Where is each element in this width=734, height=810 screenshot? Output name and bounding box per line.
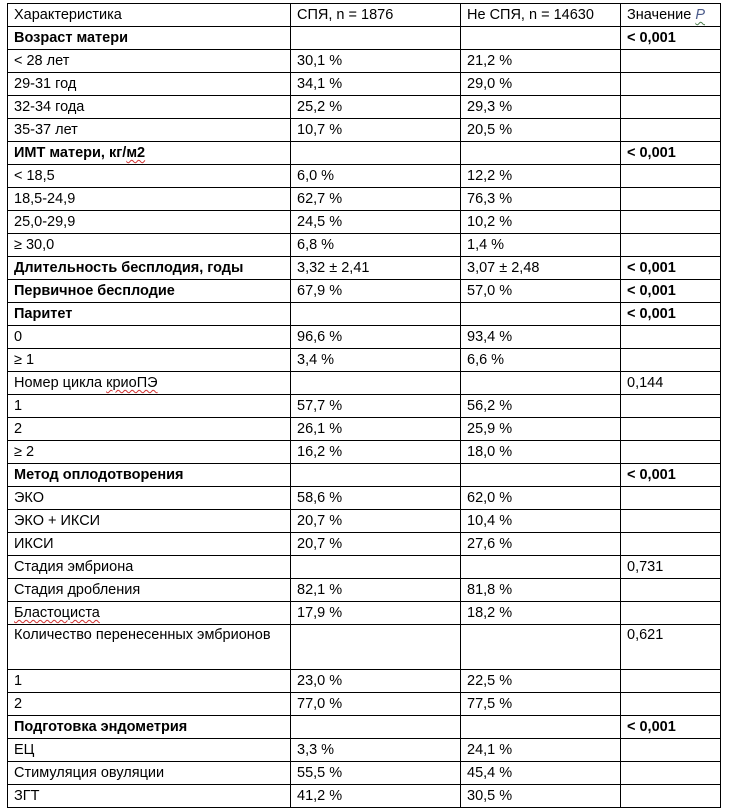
row-value-pcos: 16,2 % (291, 441, 461, 464)
row-label: Стадия эмбриона (8, 556, 291, 579)
row-value-pcos: 55,5 % (291, 762, 461, 785)
row-pvalue (621, 119, 721, 142)
row-pvalue (621, 50, 721, 73)
header-row (8, 4, 721, 27)
row-pvalue (621, 693, 721, 716)
row-value-non-pcos: 6,6 % (461, 349, 621, 372)
row-pvalue (621, 96, 721, 119)
row-label (8, 602, 291, 625)
table-row (8, 211, 721, 234)
table-row (8, 785, 721, 808)
row-value-pcos: 82,1 % (291, 579, 461, 602)
comparison-table (7, 3, 721, 808)
row-value-non-pcos (461, 303, 621, 326)
table-row (8, 441, 721, 464)
row-value-pcos: 57,7 % (291, 395, 461, 418)
row-value-pcos: 20,7 % (291, 510, 461, 533)
table-row (8, 602, 721, 625)
row-value-non-pcos: 10,2 % (461, 211, 621, 234)
table-row (8, 73, 721, 96)
spellcheck-word: м2 (126, 145, 146, 161)
row-pvalue (621, 326, 721, 349)
table-row (8, 372, 721, 395)
row-pvalue: 0,621 (621, 625, 721, 670)
row-pvalue (621, 395, 721, 418)
row-value-non-pcos: 25,9 % (461, 418, 621, 441)
row-label: < 18,5 (8, 165, 291, 188)
row-value-non-pcos: 27,6 % (461, 533, 621, 556)
row-label: 25,0-29,9 (8, 211, 291, 234)
row-value-non-pcos: 18,2 % (461, 602, 621, 625)
row-value-non-pcos: 57,0 % (461, 280, 621, 303)
row-label: Метод оплодотворения (8, 464, 291, 487)
row-value-non-pcos: 77,5 % (461, 693, 621, 716)
table-row (8, 188, 721, 211)
row-value-pcos: 17,9 % (291, 602, 461, 625)
row-value-non-pcos: 24,1 % (461, 739, 621, 762)
row-value-non-pcos: 45,4 % (461, 762, 621, 785)
row-label: 1 (8, 395, 291, 418)
row-value-pcos: 3,4 % (291, 349, 461, 372)
row-label: 29-31 год (8, 73, 291, 96)
table-row (8, 464, 721, 487)
row-label: ЭКО + ИКСИ (8, 510, 291, 533)
row-pvalue (621, 165, 721, 188)
row-label: < 28 лет (8, 50, 291, 73)
row-pvalue: 0,731 (621, 556, 721, 579)
row-value-pcos: 25,2 % (291, 96, 461, 119)
row-pvalue (621, 211, 721, 234)
row-value-pcos: 62,7 % (291, 188, 461, 211)
row-value-non-pcos: 22,5 % (461, 670, 621, 693)
row-label (8, 142, 291, 165)
spellcheck-word: Бластоциста (14, 605, 100, 621)
row-label: ≥ 2 (8, 441, 291, 464)
row-value-pcos (291, 556, 461, 579)
header-pvalue-letter: P (695, 7, 706, 23)
row-value-non-pcos: 62,0 % (461, 487, 621, 510)
row-value-non-pcos: 10,4 % (461, 510, 621, 533)
row-label: 18,5-24,9 (8, 188, 291, 211)
row-value-pcos: 34,1 % (291, 73, 461, 96)
row-value-pcos: 77,0 % (291, 693, 461, 716)
row-value-pcos: 6,0 % (291, 165, 461, 188)
row-value-pcos: 96,6 % (291, 326, 461, 349)
row-value-pcos (291, 464, 461, 487)
table-row (8, 303, 721, 326)
row-pvalue: < 0,001 (621, 142, 721, 165)
table-row (8, 579, 721, 602)
table-row (8, 280, 721, 303)
row-label: 1 (8, 670, 291, 693)
row-value-pcos: 3,3 % (291, 739, 461, 762)
row-value-non-pcos: 93,4 % (461, 326, 621, 349)
row-value-non-pcos (461, 625, 621, 670)
row-label: Паритет (8, 303, 291, 326)
table-row (8, 96, 721, 119)
row-pvalue (621, 602, 721, 625)
row-value-non-pcos: 81,8 % (461, 579, 621, 602)
table-row (8, 625, 721, 670)
row-value-pcos (291, 716, 461, 739)
row-pvalue (621, 670, 721, 693)
row-label: ИКСИ (8, 533, 291, 556)
table-row (8, 395, 721, 418)
table-row (8, 27, 721, 50)
row-value-non-pcos (461, 556, 621, 579)
row-label: ЗГТ (8, 785, 291, 808)
table-row (8, 349, 721, 372)
row-pvalue (621, 579, 721, 602)
row-pvalue: < 0,001 (621, 257, 721, 280)
row-value-pcos (291, 27, 461, 50)
row-value-pcos: 6,8 % (291, 234, 461, 257)
table-row (8, 326, 721, 349)
row-value-pcos: 24,5 % (291, 211, 461, 234)
row-value-non-pcos: 20,5 % (461, 119, 621, 142)
row-value-non-pcos: 76,3 % (461, 188, 621, 211)
row-value-pcos: 30,1 % (291, 50, 461, 73)
row-label: 35-37 лет (8, 119, 291, 142)
row-pvalue (621, 510, 721, 533)
table-row (8, 693, 721, 716)
row-value-non-pcos: 12,2 % (461, 165, 621, 188)
row-label: Подготовка эндометрия (8, 716, 291, 739)
row-value-non-pcos (461, 142, 621, 165)
row-value-non-pcos (461, 372, 621, 395)
row-value-pcos (291, 303, 461, 326)
table-row (8, 119, 721, 142)
table-row (8, 762, 721, 785)
row-value-non-pcos: 1,4 % (461, 234, 621, 257)
row-pvalue (621, 441, 721, 464)
row-value-pcos: 10,7 % (291, 119, 461, 142)
row-value-non-pcos: 29,3 % (461, 96, 621, 119)
table-row (8, 716, 721, 739)
row-pvalue: < 0,001 (621, 716, 721, 739)
row-value-non-pcos (461, 464, 621, 487)
table-row (8, 418, 721, 441)
row-label: Возраст матери (8, 27, 291, 50)
row-value-pcos: 20,7 % (291, 533, 461, 556)
row-pvalue (621, 73, 721, 96)
row-label: ЕЦ (8, 739, 291, 762)
row-label-text: ИМТ матери, кг/ (14, 145, 127, 161)
header-pcos: СПЯ, n = 1876 (291, 4, 461, 27)
row-value-pcos (291, 372, 461, 395)
table-row (8, 50, 721, 73)
row-pvalue: 0,144 (621, 372, 721, 395)
row-pvalue: < 0,001 (621, 303, 721, 326)
row-pvalue (621, 188, 721, 211)
table-row (8, 487, 721, 510)
row-pvalue (621, 349, 721, 372)
row-value-non-pcos (461, 27, 621, 50)
row-value-pcos (291, 625, 461, 670)
table-row (8, 142, 721, 165)
header-pvalue (621, 4, 721, 27)
table-row (8, 165, 721, 188)
row-pvalue (621, 418, 721, 441)
header-non-pcos: Не СПЯ, n = 14630 (461, 4, 621, 27)
row-label-text: Номер цикла (14, 375, 107, 391)
row-label: Количество перенесенных эмбрионов (8, 625, 291, 670)
row-value-non-pcos: 3,07 ± 2,48 (461, 257, 621, 280)
row-value-non-pcos: 30,5 % (461, 785, 621, 808)
row-label: Стадия дробления (8, 579, 291, 602)
row-value-non-pcos: 29,0 % (461, 73, 621, 96)
row-value-pcos: 41,2 % (291, 785, 461, 808)
row-label: Стимуляция овуляции (8, 762, 291, 785)
row-value-pcos: 3,32 ± 2,41 (291, 257, 461, 280)
row-label: Первичное бесплодие (8, 280, 291, 303)
table-row (8, 533, 721, 556)
row-label: ≥ 1 (8, 349, 291, 372)
row-pvalue (621, 785, 721, 808)
row-pvalue (621, 533, 721, 556)
row-value-pcos (291, 142, 461, 165)
row-value-pcos: 26,1 % (291, 418, 461, 441)
row-value-non-pcos: 56,2 % (461, 395, 621, 418)
row-pvalue (621, 762, 721, 785)
row-pvalue (621, 234, 721, 257)
row-label: 2 (8, 693, 291, 716)
header-pvalue-prefix: Значение (627, 7, 696, 23)
row-label: ≥ 30,0 (8, 234, 291, 257)
row-label (8, 372, 291, 395)
row-label: 32-34 года (8, 96, 291, 119)
row-label: 0 (8, 326, 291, 349)
row-value-pcos: 58,6 % (291, 487, 461, 510)
row-value-pcos: 67,9 % (291, 280, 461, 303)
row-label: Длительность бесплодия, годы (8, 257, 291, 280)
table-row (8, 257, 721, 280)
row-value-pcos: 23,0 % (291, 670, 461, 693)
spellcheck-word: криоПЭ (106, 375, 158, 391)
table-row (8, 556, 721, 579)
row-value-non-pcos (461, 716, 621, 739)
row-pvalue (621, 487, 721, 510)
header-characteristic: Характеристика (8, 4, 291, 27)
row-label: 2 (8, 418, 291, 441)
table-body (8, 4, 721, 808)
table-row (8, 739, 721, 762)
row-pvalue: < 0,001 (621, 464, 721, 487)
row-label: ЭКО (8, 487, 291, 510)
row-pvalue: < 0,001 (621, 27, 721, 50)
row-pvalue (621, 739, 721, 762)
row-value-non-pcos: 18,0 % (461, 441, 621, 464)
table-row (8, 510, 721, 533)
table-row (8, 670, 721, 693)
row-value-non-pcos: 21,2 % (461, 50, 621, 73)
table-row (8, 234, 721, 257)
row-pvalue: < 0,001 (621, 280, 721, 303)
